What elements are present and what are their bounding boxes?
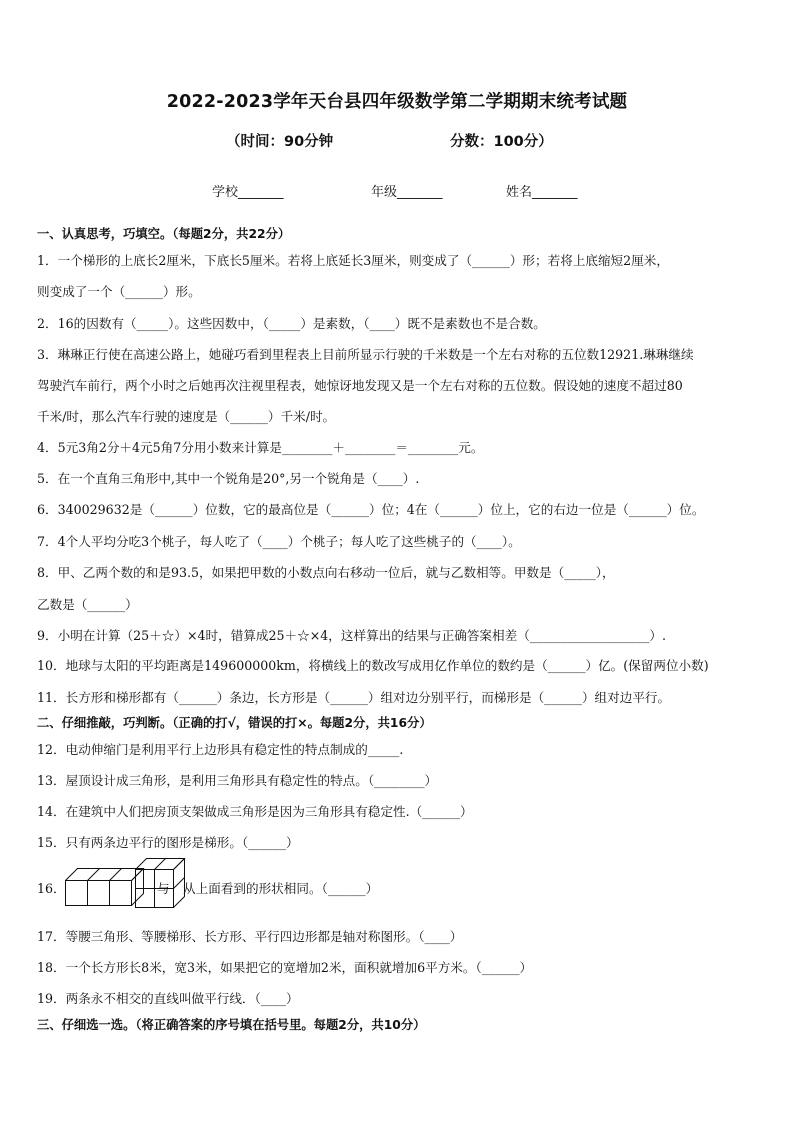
question-1: 1．一个梯形的上底长2厘米，下底长5厘米。若将上底延长3厘米，则变成了（______）形；若将上底缩短2厘米， <box>37 253 669 268</box>
question-10: 10．地球与太阳的平均距离是149600000km，将横线上的数改写成用亿作单位的数约是（______）亿。(保留两位小数) <box>37 658 709 673</box>
section-1-heading: 一、认真思考，巧填空。（每题2分，共22分） <box>37 227 291 241</box>
question-8-cont: 乙数是（______） <box>37 597 138 612</box>
question-4: 4．5元3角2分＋4元5角7分用小数来计算是________＋________＝________元。 <box>37 440 484 455</box>
question-16-text: 从上面看到的形状相同。（______） <box>183 881 379 896</box>
question-11: 11．长方形和梯形都有（______）条边，长方形是（______）组对边分别平行，而梯形是（______）组对边平行。 <box>37 690 671 705</box>
cube-stack-figure-b <box>135 858 187 908</box>
grade-field[interactable]: 年级_______ <box>371 185 443 200</box>
question-13: 13．屋顶设计成三角形，是利用三角形具有稳定性的特点。（________） <box>37 773 438 788</box>
page-title: 2022-2023学年天台县四年级数学第二学期期末统考试题 <box>166 92 628 112</box>
question-3: 3．琳琳正行使在高速公路上，她碰巧看到里程表上目前所显示行驶的千米数是一个左右对称的五位数12921.琳琳继续 <box>37 347 694 362</box>
question-8: 8．甲、乙两个数的和是93.5，如果把甲数的小数点向右移动一位后，就与乙数相等。甲数是（_____）， <box>37 565 615 580</box>
name-field[interactable]: 姓名_______ <box>506 185 578 200</box>
student-fields <box>0 181 794 201</box>
question-5: 5．在一个直角三角形中,其中一个锐角是20°,另一个锐角是（____）. <box>37 471 420 486</box>
question-18: 18．一个长方形长8米，宽3米，如果把它的宽增加2米，面积就增加6平方米。（______） <box>37 960 533 975</box>
question-17: 17．等腰三角形、等腰梯形、长方形、平行四边形都是轴对称图形。（____） <box>37 929 463 944</box>
section-2-heading: 二、仔细推敲，巧判断。（正确的打√，错误的打×。每题2分，共16分） <box>37 716 432 730</box>
question-7: 7．4个人平均分吃3个桃子，每人吃了（____）个桃子；每人吃了这些桃子的（____）。 <box>37 534 521 549</box>
question-14: 14．在建筑中人们把房顶支架做成三角形是因为三角形具有稳定性.（______） <box>37 804 473 819</box>
question-6: 6．340029632是（______）位数，它的最高位是（______）位；4在（______）位上，它的右边一位是（______）位。 <box>37 502 705 517</box>
question-15: 15．只有两条边平行的图形是梯形。（______） <box>37 835 299 850</box>
question-3-cont2: 千米/时，那么汽车行驶的速度是（______）千米/时。 <box>37 409 336 424</box>
time-label: （时间：90分钟 <box>226 134 334 150</box>
exam-info <box>0 130 794 150</box>
school-field[interactable]: 学校_______ <box>212 185 284 200</box>
question-16-and: 与 <box>157 881 170 896</box>
question-2: 2．16的因数有（_____）。这些因数中，（_____）是素数，（____）既不是素数也不是合数。 <box>37 316 546 331</box>
question-19: 19．两条永不相交的直线叫做平行线．（____） <box>37 991 299 1006</box>
question-9: 9．小明在计算（25＋☆）×4时，错算成25＋☆×4，这样算出的结果与正确答案相差（___________________）. <box>37 628 667 643</box>
question-3-cont: 驾驶汽车前行，两个小时之后她再次注视里程表，她惊讶地发现又是一个左右对称的五位数。假设她的速度不超过80 <box>37 378 683 393</box>
question-12: 12．电动伸缩门是利用平行上边形具有稳定性的特点制成的_____. <box>37 742 404 757</box>
question-1-cont: 则变成了一个（______）形。 <box>37 284 201 299</box>
section-3-heading: 三、仔细选一选。（将正确答案的序号填在括号里。每题2分，共10分） <box>37 1018 426 1032</box>
question-16-number: 16． <box>37 881 66 896</box>
score-label: 分数：100分） <box>450 134 553 150</box>
question-16 <box>37 856 777 916</box>
